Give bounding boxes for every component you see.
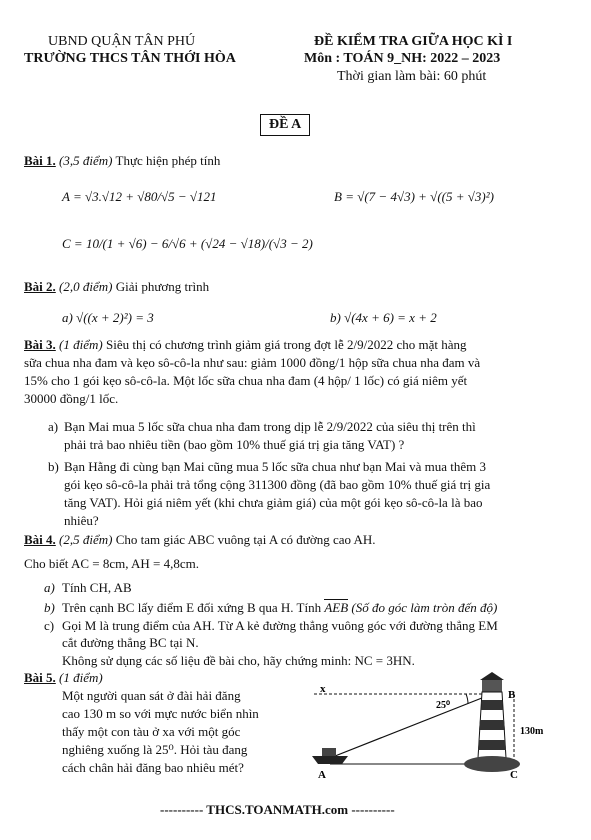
bai1-points: (3,5 điểm) xyxy=(59,153,113,168)
fig-label-x: x xyxy=(320,683,326,695)
bai4-b-text xyxy=(62,599,497,616)
bai3-a-line2: phải trả bao nhiêu tiền (bao gồm 10% thuế giá trị gia tăng VAT) ? xyxy=(64,437,405,452)
bai4-c-line3: Không sử dụng các số liệu đề bài cho, hãy chứng minh: NC = 3HN. xyxy=(62,653,415,668)
bai3-line1: Siêu thị có chương trình giảm giá trong đợt lễ 2/9/2022 cho mặt hàng xyxy=(105,337,467,352)
angle-arc xyxy=(466,694,468,704)
bai5-points: (1 điểm) xyxy=(59,670,103,685)
exam-code: ĐỀ A xyxy=(260,114,310,136)
bai3-points: (1 điểm) xyxy=(59,337,103,352)
fig-label-B: B xyxy=(508,689,516,701)
bai4-b-main: Trên cạnh BC lấy điểm E đối xứng B qua H. Tính xyxy=(62,600,322,615)
bai5-line4: nghiêng xuống là 25⁰. Hỏi tàu đang xyxy=(62,742,248,757)
bai4-c-label: c) xyxy=(44,618,55,633)
bai3-b-line3: tăng VAT). Hỏi giá niêm yết (khi chưa giảm giá) của một gói kẹo sô-cô-la là bao xyxy=(64,495,483,510)
bai4-a-text: Tính CH, AB xyxy=(62,580,132,595)
bai1-expr-A: A = √3.√12 + √80/√5 − √121 xyxy=(62,189,217,204)
time-line: Thời gian làm bài: 60 phút xyxy=(337,69,487,84)
boat-icon xyxy=(312,748,348,764)
bai5-heading xyxy=(24,669,103,686)
bai5-line3: thấy một con tàu ở xa với một góc xyxy=(62,724,241,739)
bai3-line3: 15% cho 1 gói kẹo sô-cô-la. Một lốc sữa chua nha đam (4 hộp/ 1 lốc) có giá niêm yết xyxy=(24,373,468,388)
bai4-points: (2,5 điểm) xyxy=(59,532,113,547)
bai3-heading xyxy=(24,336,467,353)
bai5-line5: cách chân hải đăng bao nhiêu mét? xyxy=(62,760,244,775)
bai5-line1: Một người quan sát ở đài hải đăng xyxy=(62,688,241,703)
lighthouse-figure xyxy=(296,672,556,782)
bai4-title: Bài 4. xyxy=(24,532,56,547)
bai1-expr-C: C = 10/(1 + √6) − 6/√6 + (√24 − √18)/(√3 − 2) xyxy=(62,236,313,251)
bai3-b-line1: Bạn Hằng đi cùng bạn Mai cũng mua 5 lốc sữa chua như bạn Mai và mua thêm 3 xyxy=(64,459,487,474)
bai3-a-label: a) xyxy=(48,419,59,434)
bai5-line2: cao 130 m so với mực nước biển nhìn xyxy=(62,706,259,721)
bai2-points: (2,0 điểm) xyxy=(59,279,113,294)
fig-label-C: C xyxy=(510,769,518,781)
bai3-line4: 30000 đồng/1 lốc. xyxy=(24,391,119,406)
bai4-text: Cho tam giác ABC vuông tại A có đường cao AH. xyxy=(115,532,376,547)
bai2-heading xyxy=(24,279,209,295)
bai2-text: Giải phương trình xyxy=(115,279,210,294)
lighthouse-icon xyxy=(464,672,520,772)
bai3-a-line1: Bạn Mai mua 5 lốc sữa chua nha đam trong dịp lễ 2/9/2022 của siêu thị trên thì xyxy=(64,419,476,434)
fig-label-height: 130m xyxy=(520,726,544,737)
bai3-b-line4: nhiêu? xyxy=(64,513,99,528)
bai1-expr-B: B = √(7 − 4√3) + √((5 + √3)²) xyxy=(334,189,494,204)
bai4-b-label: b) xyxy=(44,600,55,615)
bai1-text: Thực hiện phép tính xyxy=(115,153,221,168)
school-name: TRƯỜNG THCS TÂN THỚI HÒA xyxy=(24,51,236,66)
bai5-title: Bài 5. xyxy=(24,670,56,685)
bai4-c-line1: Gọi M là trung điểm của AH. Từ A kẻ đường thẳng vuông góc với đường thẳng EM xyxy=(62,618,498,633)
footer: ---------- THCS.TOANMATH.com ---------- xyxy=(160,802,395,817)
bai4-given: Cho biết AC = 8cm, AH = 4,8cm. xyxy=(24,556,199,571)
bai4-b-angle: AEB xyxy=(324,600,349,615)
district-name: UBND QUẬN TÂN PHÚ xyxy=(48,34,196,49)
bai3-line2: sữa chua nha đam và kẹo sô-cô-la như sau: giảm 1000 đồng/1 hộp sữa chua nha đam và xyxy=(24,355,481,370)
bai1-title: Bài 1. xyxy=(24,153,56,168)
bai4-a-label: a) xyxy=(44,580,55,595)
exam-title: ĐỀ KIỂM TRA GIỮA HỌC KÌ I xyxy=(314,34,513,49)
bai1-heading xyxy=(24,153,220,169)
bai3-b-label: b) xyxy=(48,459,59,474)
fig-label-A: A xyxy=(318,769,326,781)
bai3-b-line2: gói kẹo sô-cô-la phải trả tổng cộng 311300 đồng (đã bao gồm 10% thuế giá trị gia xyxy=(64,477,491,492)
bai4-b-note: (Số đo góc làm tròn đến độ) xyxy=(351,600,498,615)
subject-line: Môn : TOÁN 9_NH: 2022 – 2023 xyxy=(304,51,501,66)
bai2-eq-a: a) √((x + 2)²) = 3 xyxy=(62,310,154,325)
fig-label-angle: 25⁰ xyxy=(436,700,451,711)
bai4-heading xyxy=(24,531,376,548)
bai2-eq-b: b) √(4x + 6) = x + 2 xyxy=(330,310,437,325)
bai3-title: Bài 3. xyxy=(24,337,56,352)
bai2-title: Bài 2. xyxy=(24,279,56,294)
bai4-c-line2: cắt đường thẳng BC tại N. xyxy=(62,635,199,650)
